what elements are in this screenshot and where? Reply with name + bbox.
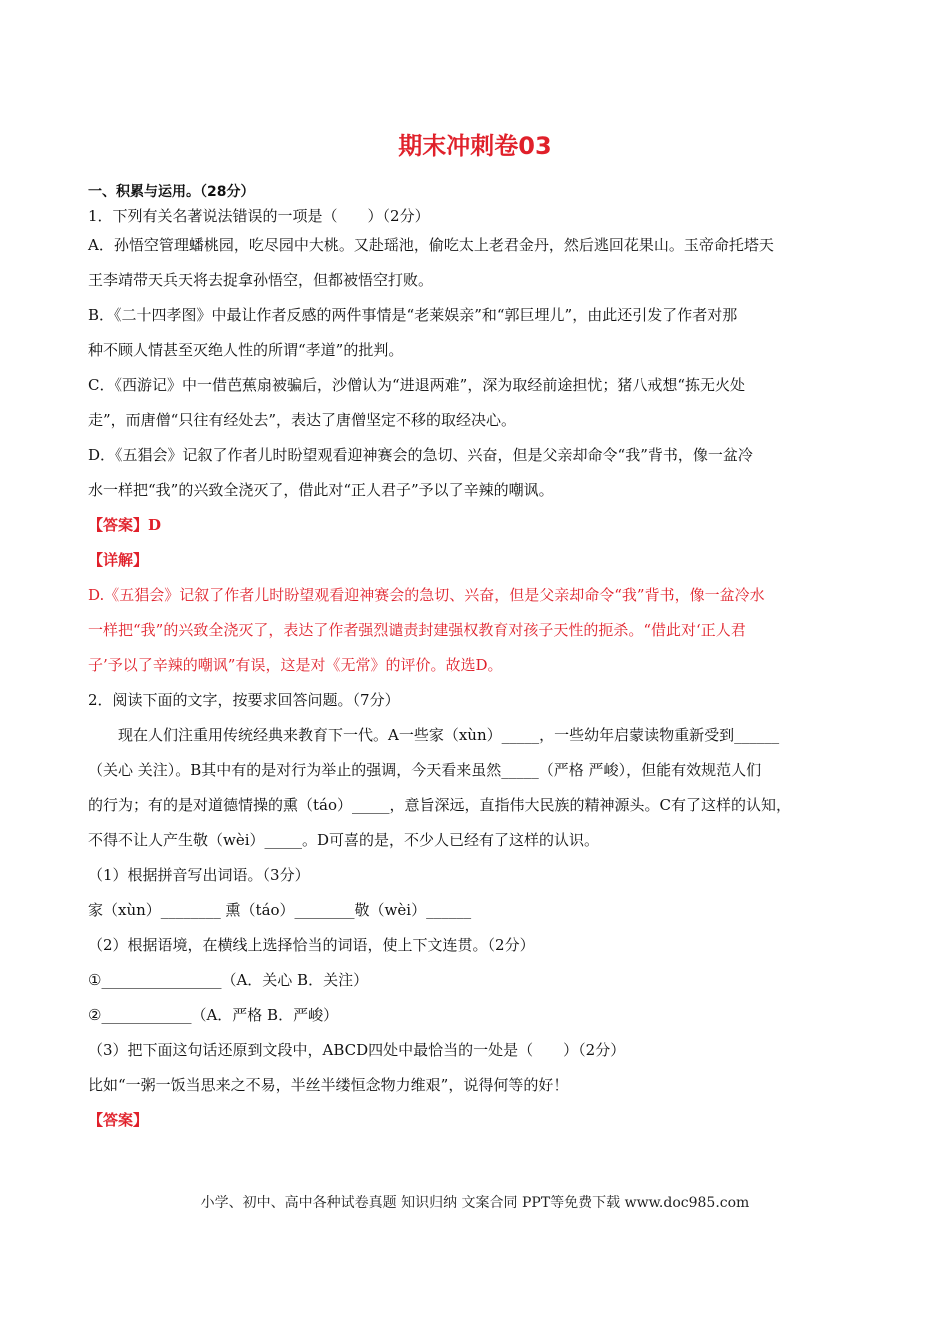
- q1-option-a-line1: A．孙悟空管理蟠桃园，吃尽园中大桃。又赴瑶池，偷吃太上老君金丹，然后逃回花果山。玉帝命托塔天: [88, 236, 774, 254]
- q1-detail-heading: [88, 543, 863, 578]
- q1-detail-line2: 一样把“我”的兴致全浇灭了，表达了作者强烈谴责封建强权教育对孩子天性的扼杀。“借此对‘正人君: [88, 621, 746, 639]
- q1-option-d-line2: 水一样把“我”的兴致全浇灭了，借此对“正人君子”予以了辛辣的嘲讽。: [88, 481, 554, 499]
- q1-option-b-line2: 种不顾人情甚至灭绝人性的所谓“孝道”的批判。: [88, 341, 404, 359]
- q2-passage-line3: 的行为；有的是对道德情操的熏（táo）_____，意旨深远，直指伟大民族的精神源头。C有了这样的认知，: [88, 796, 791, 814]
- q2-sub2-option2: ②____________（A．严格 B．严峻）: [88, 1006, 339, 1024]
- q2-sub2: （2）根据语境，在横线上选择恰当的词语，使上下文连贯。（2分）: [88, 936, 535, 954]
- answer-tag: 【答案】: [88, 516, 149, 534]
- section-heading: 一、积累与运用。（28分）: [88, 184, 255, 200]
- q1-option-d-line1: D．《五猖会》记叙了作者儿时盼望观看迎神赛会的急切、兴奋，但是父亲却命令“我”背书，像一盆冷: [88, 446, 753, 464]
- q2-sub1-blanks: 家（xùn）________ 熏（táo）________敬（wèi）______: [88, 901, 472, 919]
- q2-passage-line2: （关心 关注）。B其中有的是对行为举止的强调，今天看来虽然_____（严格 严峻），但能有效规范人们: [88, 761, 762, 779]
- q1-option-a-line2: 王李靖带天兵天将去捉拿孙悟空，但都被悟空打败。: [88, 271, 434, 289]
- q2-passage-line1: 现在人们注重用传统经典来教育下一代。A一些家（xùn）_____，一些幼年启蒙读物重新受到______: [118, 726, 780, 744]
- q1-detail-line1: D.《五猖会》记叙了作者儿时盼望观看迎神赛会的急切、兴奋，但是父亲却命令“我”背书，像一盆冷水: [88, 586, 765, 604]
- answer-tag: 【答案】: [88, 1111, 149, 1129]
- page-footer: 小学、初中、高中各种试卷真题 知识归纳 文案合同 PPT等免费下载 www.doc985.com: [200, 1195, 750, 1211]
- q2-passage-line4: 不得不让人产生敬（wèi）_____。D可喜的是，不少人已经有了这样的认识。: [88, 831, 600, 849]
- q2-sub3: （3）把下面这句话还原到文段中，ABCD四处中最恰当的一处是（ ）（2分）: [88, 1041, 626, 1059]
- q1-option-c-line1: C．《西游记》中一借芭蕉扇被骗后，沙僧认为“进退两难”，深为取经前途担忧；猪八戒想“拣无火处: [88, 376, 745, 394]
- q2-sub2-option1: ①________________（A．关心 B．关注）: [88, 971, 369, 989]
- detail-tag: 【详解】: [88, 551, 149, 569]
- page-title: 期末冲刺卷03: [398, 132, 552, 160]
- q1-option-c-line2: 走”，而唐僧“只往有经处去”，表达了唐僧坚定不移的取经决心。: [88, 411, 517, 429]
- q1-stem: 1．下列有关名著说法错误的一项是（ ）（2分）: [88, 207, 430, 225]
- answer-value: D: [148, 516, 162, 534]
- exam-content: [88, 180, 863, 1138]
- q2-sub1: （1）根据拼音写出词语。（3分）: [88, 866, 310, 884]
- q1-detail-line3: 子’予以了辛辣的嘲讽”有误，这是对《无常》的评价。故选D。: [88, 656, 503, 674]
- q2-sub3-sentence: 比如“一粥一饭当思来之不易，半丝半缕恒念物力维艰”，说得何等的好！: [88, 1076, 569, 1094]
- q2-stem: 2．阅读下面的文字，按要求回答问题。（7分）: [88, 691, 400, 709]
- q1-answer: [88, 508, 863, 543]
- q2-answer: [88, 1103, 863, 1138]
- q1-option-b-line1: B．《二十四孝图》中最让作者反感的两件事情是“老莱娱亲”和“郭巨埋儿”，由此还引发了作者对那: [88, 306, 738, 324]
